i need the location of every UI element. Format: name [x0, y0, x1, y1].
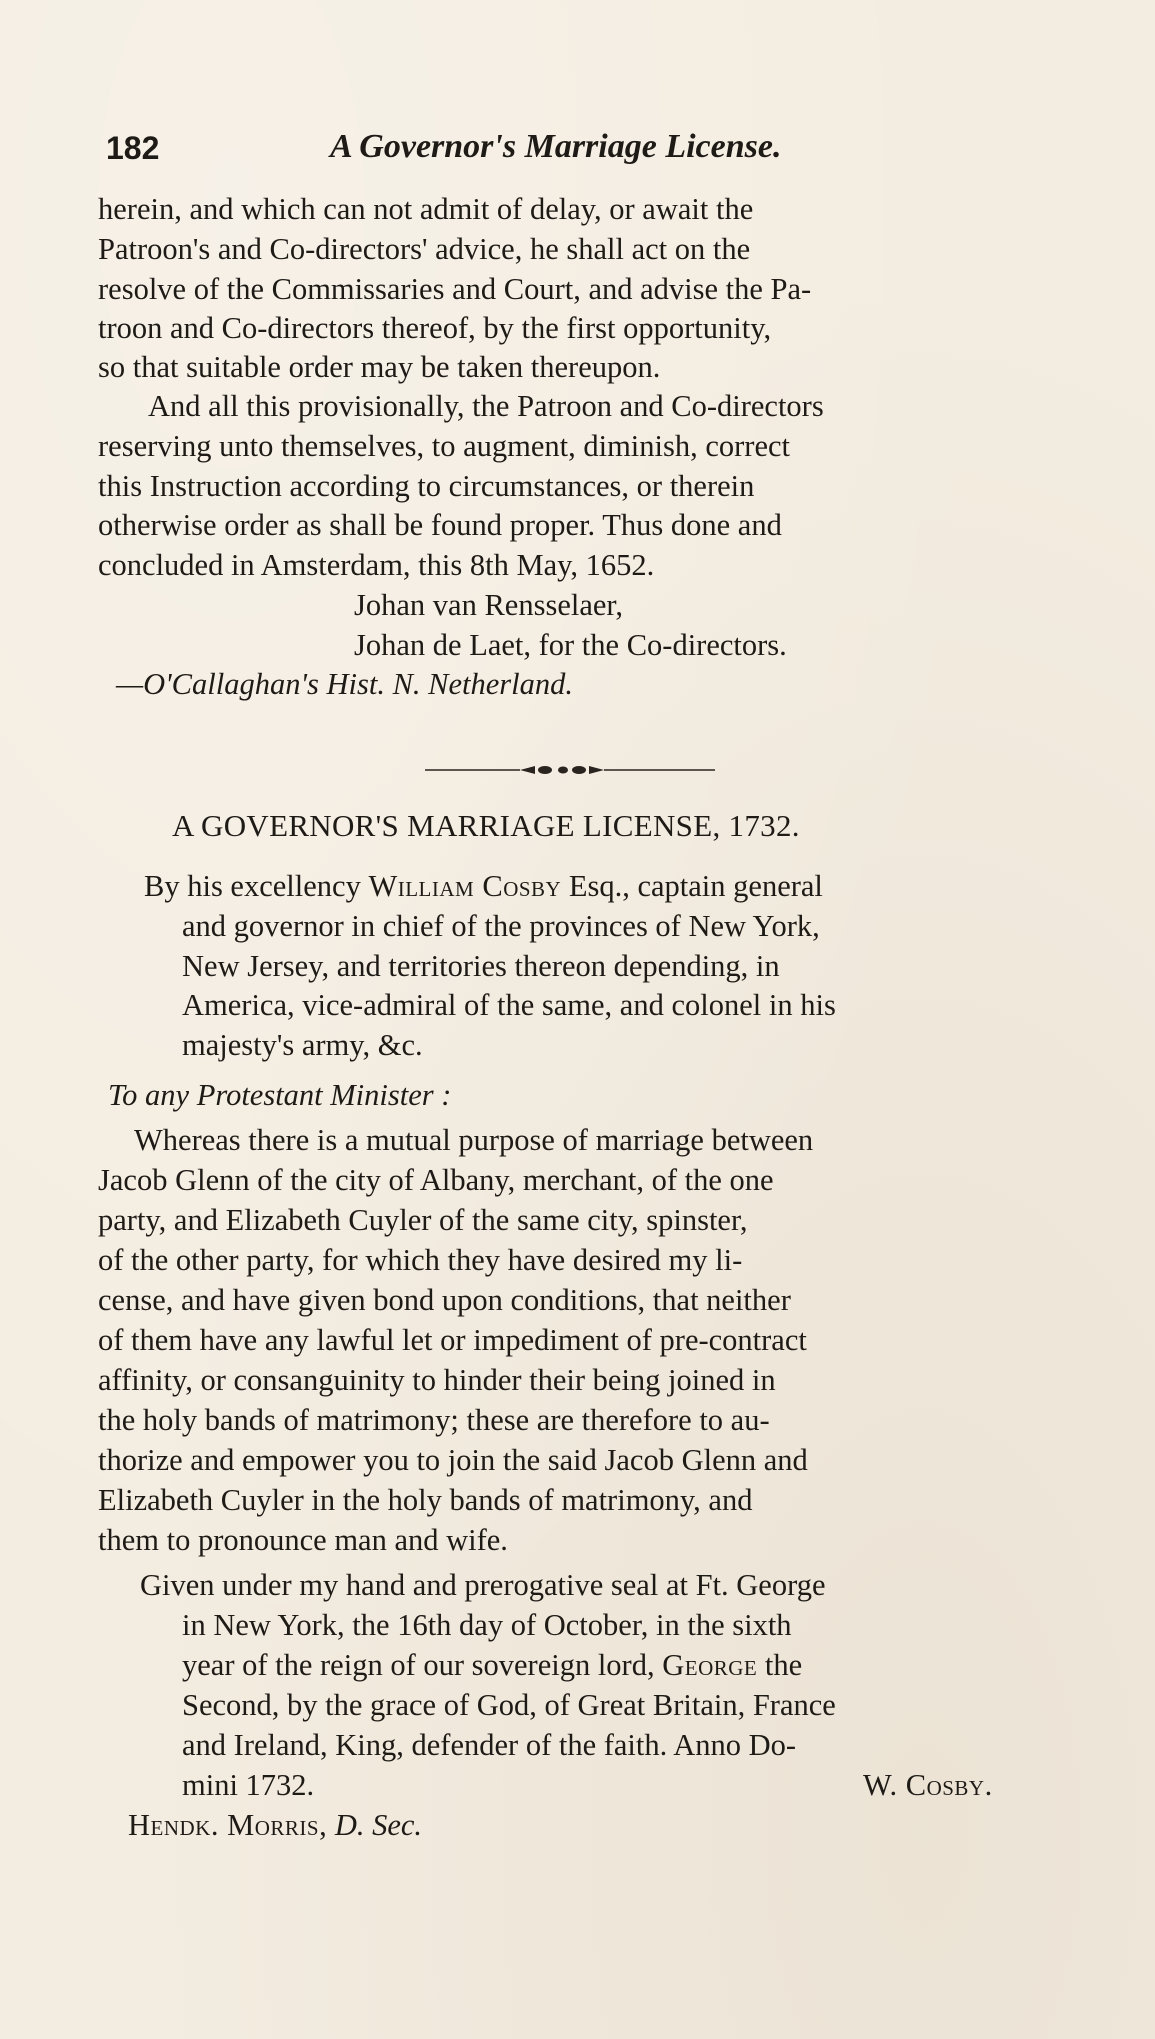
- secretary-line: [128, 1805, 422, 1845]
- text-line: troon and Co-directors thereof, by the first opportunity,: [98, 311, 772, 345]
- text-line: the holy bands of matrimony; these are therefore to au-: [98, 1403, 770, 1437]
- text-line: affinity, or consanguinity to hinder their being joined in: [98, 1363, 776, 1397]
- governor-name: William Cosby: [368, 869, 562, 903]
- text-line: party, and Elizabeth Cuyler of the same city, spinster,: [98, 1203, 748, 1237]
- text-line: so that suitable order may be taken thereupon.: [98, 350, 661, 384]
- text-line: of the other party, for which they have desired my li-: [98, 1243, 743, 1277]
- text-line: And all this provisionally, the Patroon and Co-directors: [148, 389, 824, 423]
- text-line: herein, and which can not admit of delay, or await the: [98, 192, 754, 226]
- reign-line: year of the reign of our sovereign lord, George the: [182, 1648, 803, 1682]
- secretary-name: Hendk. Morris,: [128, 1808, 328, 1842]
- text-line: Second, by the grace of God, of Great Britain, France: [182, 1688, 836, 1722]
- signature-line: Johan de Laet, for the Co-directors.: [354, 628, 787, 662]
- text-line: and Ireland, King, defender of the faith. Anno Do-: [182, 1728, 797, 1762]
- text-line: reserving unto themselves, to augment, diminish, correct: [98, 429, 791, 463]
- text-line: and governor in chief of the provinces of New York,: [182, 909, 820, 943]
- text-line: thorize and empower you to join the said Jacob Glenn and: [98, 1443, 808, 1477]
- ornament-divider: [425, 760, 715, 780]
- signature-line: Johan van Rensselaer,: [354, 588, 623, 622]
- text-line: Given under my hand and prerogative seal at Ft. George: [140, 1568, 826, 1602]
- text-line: resolve of the Commissaries and Court, and advise the Pa-: [98, 272, 812, 306]
- text-line: Jacob Glenn of the city of Albany, merchant, of the one: [98, 1163, 774, 1197]
- text-line: this Instruction according to circumstances, or therein: [98, 469, 755, 503]
- text-line: Whereas there is a mutual purpose of marriage between: [134, 1123, 814, 1157]
- salutation: To any Protestant Minister :: [108, 1078, 452, 1112]
- text-line: New Jersey, and territories thereon depending, in: [182, 949, 780, 983]
- text-line: of them have any lawful let or impediment of pre-contract: [98, 1323, 807, 1357]
- text-line: concluded in Amsterdam, this 8th May, 1652.: [98, 548, 655, 582]
- intro-line: By his excellency William Cosby Esq., captain general: [144, 869, 823, 903]
- text-line: in New York, the 16th day of October, in the sixth: [182, 1608, 792, 1642]
- section-title: A GOVERNOR'S MARRIAGE LICENSE, 1732.: [172, 808, 800, 843]
- text-line: America, vice-admiral of the same, and colonel in his: [182, 988, 836, 1022]
- page-number: 182: [106, 130, 160, 166]
- text-line: majesty's army, &c.: [182, 1028, 423, 1062]
- date-line: mini 1732.: [182, 1768, 315, 1802]
- text-line: cense, and have given bond upon conditions, that neither: [98, 1283, 791, 1317]
- text-line: Patroon's and Co-directors' advice, he shall act on the: [98, 232, 751, 266]
- king-name: George: [662, 1648, 758, 1682]
- running-title: A Governor's Marriage License.: [330, 128, 782, 165]
- text-line: them to pronounce man and wife.: [98, 1523, 508, 1557]
- secretary-title: D. Sec.: [334, 1808, 423, 1842]
- governor-signature: W. Cosby.: [863, 1768, 993, 1802]
- source-citation: —O'Callaghan's Hist. N. Netherland.: [116, 667, 574, 701]
- text-line: otherwise order as shall be found proper. Thus done and: [98, 508, 782, 542]
- text-line: Elizabeth Cuyler in the holy bands of matrimony, and: [98, 1483, 753, 1517]
